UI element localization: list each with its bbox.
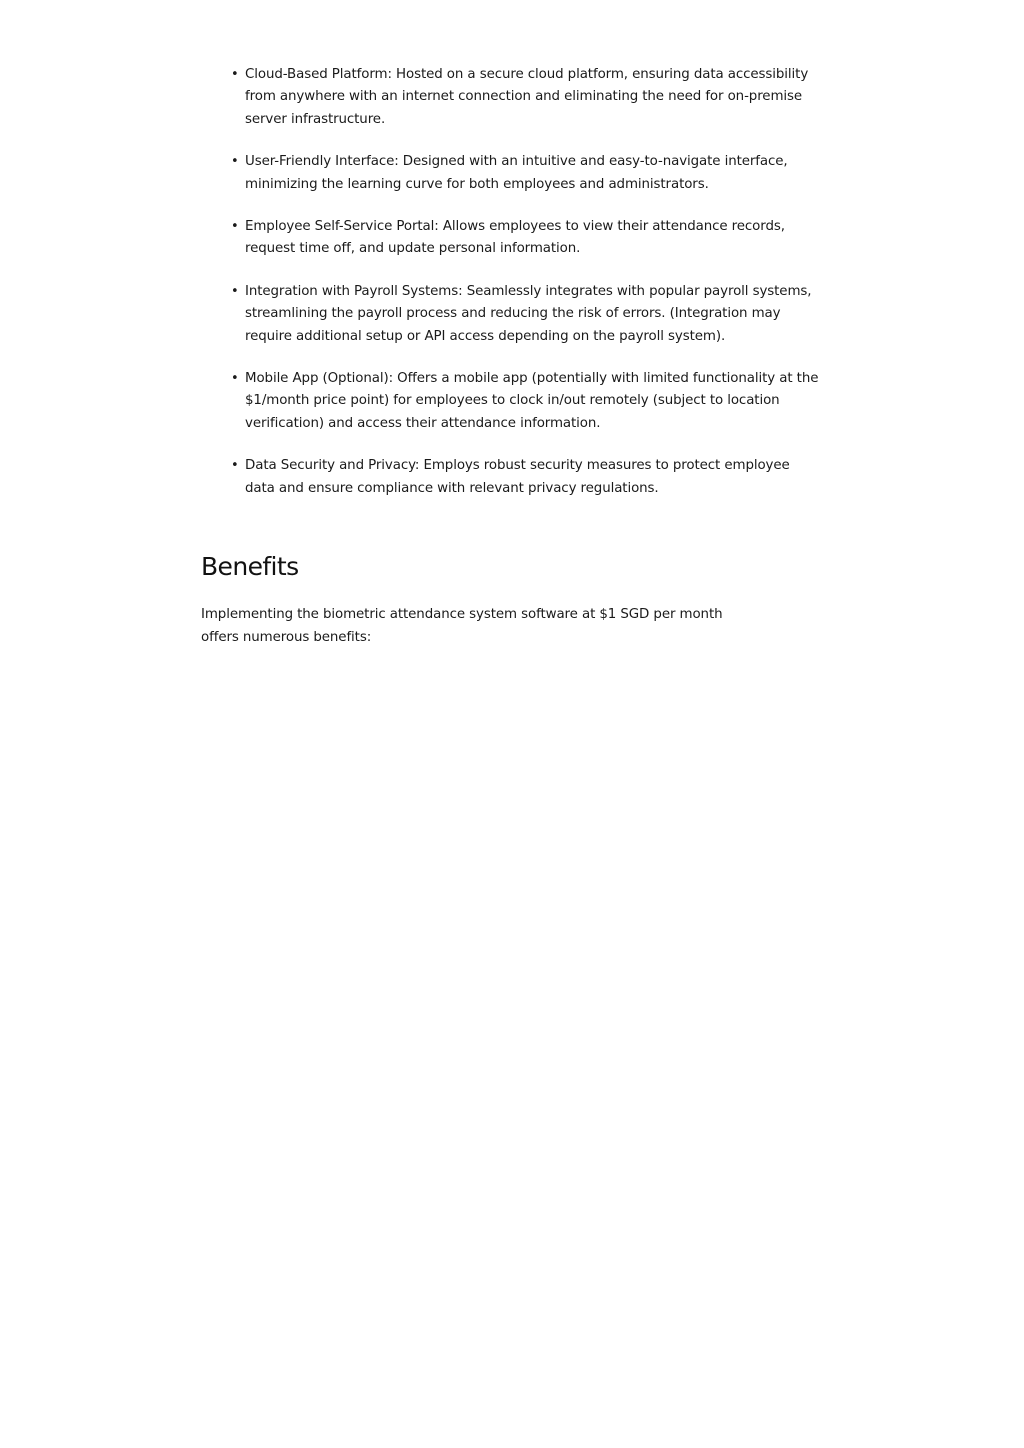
list-item-text: Data Security and Privacy: Employs robust security measures to protect employee data and ensure compliance with relevant privacy regulations. bbox=[245, 458, 790, 496]
list-item bbox=[231, 368, 823, 435]
bullet-icon: • bbox=[231, 458, 239, 474]
list-item-text: Integration with Payroll Systems: Seamlessly integrates with popular payroll systems, streamlining the payroll process and reducing the risk of errors. (Integration may require additional setup or API access depending on the payroll system). bbox=[245, 283, 812, 344]
list-item bbox=[231, 281, 823, 348]
list-item-text: Mobile App (Optional): Offers a mobile app (potentially with limited functionality at the $1/month price point) for employees to clock in/out remotely (subject to location verification) and access their attendance information. bbox=[245, 371, 819, 431]
bullet-icon: • bbox=[231, 219, 239, 235]
feature-list bbox=[201, 64, 823, 500]
benefits-heading: Benefits bbox=[201, 552, 299, 582]
bullet-icon: • bbox=[231, 371, 239, 387]
document-page bbox=[201, 64, 823, 649]
list-item-text: Cloud-Based Platform: Hosted on a secure cloud platform, ensuring data accessibility from anywhere with an internet connection and eliminating the need for on-premise server infrastructure. bbox=[245, 67, 809, 127]
list-item bbox=[231, 216, 823, 261]
list-item-text: User-Friendly Interface: Designed with an intuitive and easy-to-navigate interface, minimizing the learning curve for both employees and administrators. bbox=[245, 154, 788, 192]
benefits-intro: Implementing the biometric attendance system software at $1 SGD per month offers numerous benefits: bbox=[201, 607, 723, 645]
list-item bbox=[231, 455, 823, 500]
bullet-icon: • bbox=[231, 154, 239, 170]
list-item-text: Employee Self-Service Portal: Allows employees to view their attendance records, request time off, and update personal information. bbox=[245, 219, 785, 257]
bullet-icon: • bbox=[231, 283, 239, 299]
bullet-icon: • bbox=[231, 67, 239, 82]
list-item bbox=[231, 151, 823, 196]
list-item bbox=[231, 64, 823, 131]
